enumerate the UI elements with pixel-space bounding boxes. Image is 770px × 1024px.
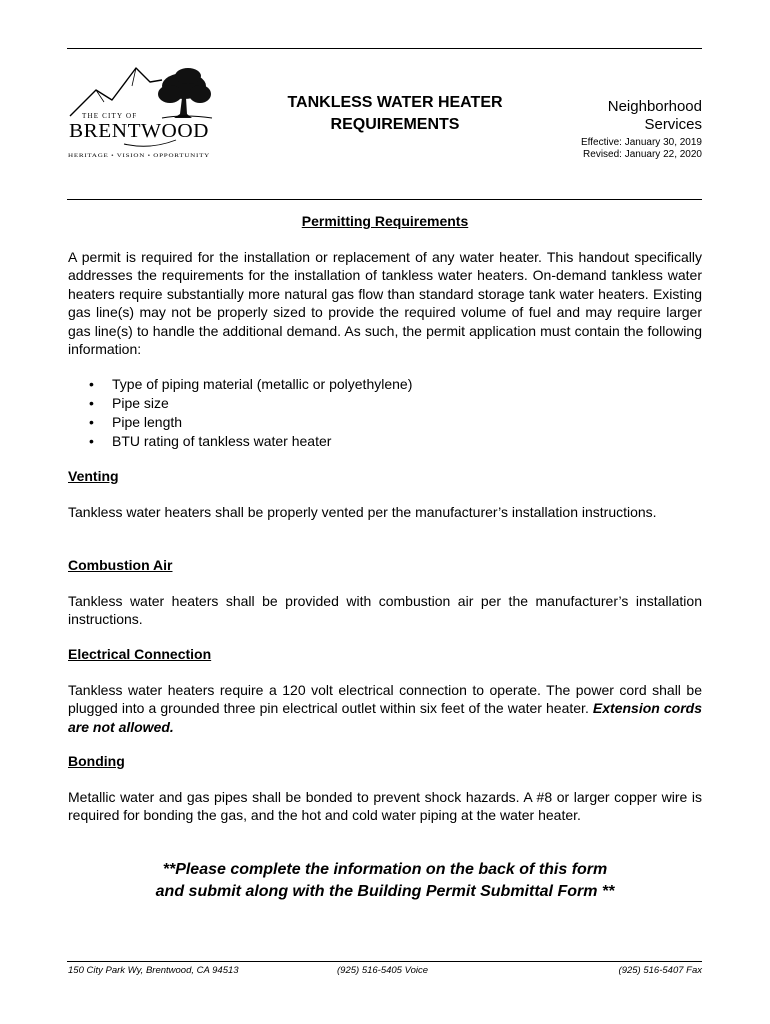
- city-logo: [66, 64, 216, 160]
- venting-paragraph: Tankless water heaters shall be properly vented per the manufacturer’s installation instructions.: [68, 504, 657, 520]
- list-item: • BTU rating of tankless water heater: [68, 432, 412, 451]
- electrical-text: Tankless water heaters require a 120 volt electrical connection to operate. The power cord shall be plugged into a grounded three pin electrical outlet within six feet of the water heater.: [68, 682, 702, 717]
- mountain-ridge: [96, 68, 136, 102]
- mountain-outline: [70, 68, 162, 116]
- footer-fax: (925) 516-5407 Fax: [618, 965, 702, 976]
- list-item: • Pipe length: [68, 413, 412, 432]
- logo-tagline: HERITAGE • VISION • OPPORTUNITY: [68, 153, 210, 159]
- combustion-air-paragraph: Tankless water heaters shall be provided with combustion air per the manufacturer’s installation instructions.: [68, 593, 702, 628]
- document-title-line1: TANKLESS WATER HEATER: [287, 94, 503, 111]
- bonding-heading: Bonding: [68, 753, 125, 769]
- revised-date: Revised: January 22, 2020: [583, 149, 702, 160]
- permitting-paragraph: A permit is required for the installation or replacement of any water heater. This handout specifically addresses the requirements for the installation of tankless water heaters. On-demand tankless water heaters require substantially more natural gas flow than standard storage tank water heaters. Existing gas line(s) may not be properly sized to provide the required volume of fuel and may require larger gas line(s) to handle the additional demand. As such, the permit application must contain the following information:: [68, 249, 702, 358]
- logo-top-text: THE CITY OF: [82, 112, 138, 120]
- header-rule: [67, 199, 702, 200]
- bonding-paragraph: Metallic water and gas pipes shall be bonded to prevent shock hazards. A #8 or larger copper wire is required for bonding the gas, and the hot and cold water piping at the water heater.: [68, 789, 702, 824]
- footer-rule: [67, 961, 702, 962]
- top-rule: [67, 48, 702, 49]
- effective-date: Effective: January 30, 2019: [580, 137, 702, 148]
- electrical-connection-paragraph: [68, 681, 702, 736]
- footer-address: 150 City Park Wy, Brentwood, CA 94513: [68, 965, 239, 976]
- venting-heading: Venting: [68, 468, 119, 484]
- department-name-line1: Neighborhood: [607, 98, 702, 115]
- department-name-line2: Services: [644, 116, 702, 133]
- electrical-connection-heading: Electrical Connection: [68, 646, 212, 662]
- list-item: • Pipe size: [68, 394, 412, 413]
- document-title-line2: REQUIREMENTS: [330, 116, 460, 133]
- submission-notice-line1: **Please complete the information on the back of this form: [162, 861, 608, 878]
- footer-voice-phone: (925) 516-5405 Voice: [337, 965, 429, 976]
- submission-notice-line2: and submit along with the Building Permit Submittal Form **: [155, 883, 615, 900]
- combustion-air-heading: Combustion Air: [68, 557, 173, 573]
- extension-cord-warning: Extension cords are not allowed.: [68, 700, 703, 735]
- permit-info-list: [68, 375, 412, 451]
- logo-name: BRENTWOOD: [69, 120, 209, 142]
- oak-tree-icon: [158, 68, 212, 118]
- list-item: • Type of piping material (metallic or polyethylene): [68, 375, 412, 394]
- permitting-heading: Permitting Requirements: [301, 213, 469, 229]
